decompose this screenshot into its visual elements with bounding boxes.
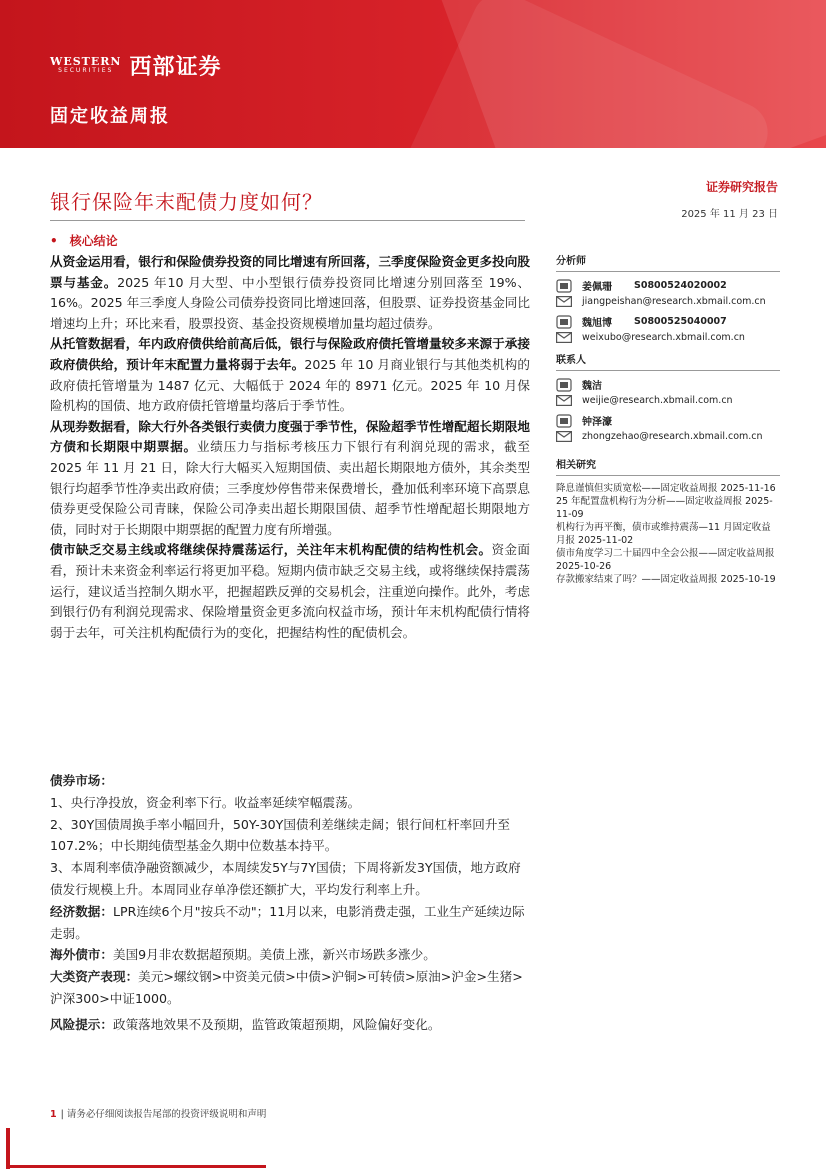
contact-email[interactable]: zhongzehao@research.xbmail.com.cn <box>582 431 763 442</box>
market-item: 2、30Y国债周换手率小幅回升，50Y-30Y国债利差继续走阔；银行间杠杆率回升至107.2%；中长期纯债型基金久期中位数基本持平。 <box>50 816 511 854</box>
footer-accent-bar <box>6 1128 10 1169</box>
contact-entry <box>556 377 780 392</box>
report-tag: 证券研究报告 <box>705 180 778 194</box>
paragraph-text: 资金面看，预计未来资金利率运行将更加平稳。短期内债市缺乏交易主线，或将继续保持震荡运行，建议适当控制久期水平，把握超跌反弹的交易机会，注重逆向操作。此外，考虑到银行仍有利润兑现需求、保险增量资金更多流向权益市场，预计年末机构配债行情将弱于去年，可关注机构配债行为的变化，把握结构性的配债机会。 <box>50 542 531 640</box>
related-link[interactable]: 机构行为再平衡，债市或维持震荡—11 月固定收益月报 2025-11-02 <box>556 522 771 546</box>
paragraph-lead: 从资金运用看，银行和保险债券投资的同比增速有所回落，三季度保险资金更多投向股票与基金。 <box>50 254 530 290</box>
core-heading-text: 核心结论 <box>69 234 118 248</box>
paragraph-lead: 债市缺乏交易主线或将继续保持震荡运行，关注年末机构配债的结构性机会。 <box>50 542 492 558</box>
econ-text: LPR连续6个月"按兵不动"；11月以来，电影消费走强，工业生产延续边际走弱。 <box>50 903 525 941</box>
risk-heading: 风险提示： <box>50 1016 113 1032</box>
analyst-entry <box>556 314 780 329</box>
footer-separator: | <box>60 1109 67 1120</box>
paragraph-text: 2025 年10 月大型、中小型银行债券投资同比增速分别回落至 19%、16%。2025 年三季度人身险公司债券投资同比增速回落，但股票、证券投资基金同比增速均上升；环比来看，股票投资、基金投资规模增加量均超过债券。 <box>50 274 531 331</box>
paragraph <box>50 417 530 541</box>
contact-email[interactable]: weijie@research.xbmail.com.cn <box>582 395 733 406</box>
analyst-email-row <box>556 296 780 307</box>
title-divider <box>50 220 525 221</box>
phone-icon <box>556 414 572 428</box>
asset-performance <box>50 966 530 1010</box>
page-footer <box>50 1106 266 1120</box>
page-number: 1 <box>50 1109 57 1120</box>
contact-title: 联系人 <box>556 351 780 371</box>
overseas-text: 美国9月非农数据超预期。美债上涨，新兴市场跌多涨少。 <box>112 947 436 963</box>
related-title: 相关研究 <box>556 456 780 476</box>
logo-chinese: 西部证券 <box>129 55 222 80</box>
company-logo <box>50 50 221 81</box>
assets-heading: 大类资产表现： <box>50 969 139 985</box>
analyst-id: S0800525040007 <box>634 316 727 327</box>
market-item: 3、本周利率债净融资额减少，本周续发5Y与7Y国债；下周将新发3Y国债，地方政府债发行规模上升。本周同业存单净偿还额扩大，平均发行利率上升。 <box>50 860 521 897</box>
mail-icon <box>556 296 572 307</box>
risk-warning <box>50 1014 530 1036</box>
header-banner <box>0 0 826 148</box>
logo-english: WESTERN <box>50 55 122 68</box>
report-date: 2025 年 11 月 23 日 <box>681 209 778 220</box>
market-item: 1、央行净投放，资金利率下行。收益率延续窄幅震荡。 <box>50 794 361 810</box>
core-conclusion-body <box>50 252 530 643</box>
logo-subtitle: SECURITIES <box>58 67 114 74</box>
contact-entry <box>556 413 780 428</box>
bullet-icon: • <box>50 234 58 248</box>
sidebar <box>556 252 780 586</box>
analyst-id: S0800524020002 <box>634 280 727 291</box>
disclaimer-text: 请务必仔细阅读报告尾部的投资评级说明和声明 <box>66 1109 267 1120</box>
contact-email-row <box>556 431 780 442</box>
assets-text: 美元>螺纹钢>中资美元债>中债>沪铜>可转债>原油>沪金>生猪>沪深300>中证1000。 <box>50 969 523 1006</box>
phone-icon <box>556 279 572 293</box>
analyst-email[interactable]: weixubo@research.xbmail.com.cn <box>582 332 745 343</box>
contact-email-row <box>556 395 780 406</box>
econ-heading: 经济数据： <box>50 903 113 919</box>
footer-accent-line <box>6 1165 266 1168</box>
core-conclusion-heading <box>50 232 118 249</box>
analyst-name: 魏旭博 <box>582 318 612 329</box>
bond-market-heading: 债券市场： <box>50 773 113 788</box>
paragraph <box>50 540 530 643</box>
analyst-title: 分析师 <box>556 252 780 272</box>
paragraph-lead: 从现券数据看，除大行外各类银行卖债力度强于季节性，保险超季节性增配超长期限地方债和长期限中期票据。 <box>50 418 530 455</box>
related-link[interactable]: 存款搬家结束了吗？——固定收益周报 2025-10-19 <box>556 574 776 585</box>
paragraph <box>50 252 530 334</box>
contact-name: 魏洁 <box>582 381 602 392</box>
related-link[interactable]: 降息谨慎但实质宽松——固定收益周报 2025-11-16 <box>556 483 776 494</box>
phone-icon <box>556 315 572 329</box>
paragraph-text: 业绩压力与指标考核压力下银行有利润兑现的需求，截至 2025 年 11 月 21 日，除大行大幅买入短期国债、卖出超长期限地方债外，其余类型银行均超季节性净卖出政府债；三季度炒停售带来保费增长，叠加低利率环境下高票息债券更受保险公司青睐，保险公司净卖出超长期限国债、超季节性增配超长期限地方债，同时对于长期限中期票据的配置力度有所增强。 <box>50 439 531 537</box>
mail-icon <box>556 395 572 406</box>
analyst-entry <box>556 278 780 293</box>
analyst-name: 姜佩珊 <box>582 282 612 293</box>
report-title: 银行保险年末配债力度如何？ <box>50 190 323 214</box>
related-link[interactable]: 债市角度学习二十届四中全会公报——固定收益周报 2025-10-26 <box>556 548 775 572</box>
logo-mark <box>50 56 121 75</box>
analyst-email-row <box>556 332 780 343</box>
phone-icon <box>556 378 572 392</box>
econ-data <box>50 901 530 945</box>
analyst-email[interactable]: jiangpeishan@research.xbmail.com.cn <box>582 296 766 307</box>
overseas-bonds <box>50 944 530 966</box>
paragraph-lead: 从托管数据看，年内政府债供给前高后低，银行与保险政府债托管增量较多来源于承接政府债供给，预计年末配置力量将弱于去年。 <box>50 336 530 372</box>
related-research <box>556 456 780 586</box>
report-type: 固定收益周报 <box>50 106 170 127</box>
mail-icon <box>556 431 572 442</box>
paragraph <box>50 334 530 416</box>
overseas-heading: 海外债市： <box>50 947 113 963</box>
related-link[interactable]: 25 年配置盘机构行为分析——固定收益周报 2025-11-09 <box>556 496 773 520</box>
risk-text: 政策落地效果不及预期，监管政策超预期，风险偏好变化。 <box>112 1016 441 1032</box>
mail-icon <box>556 332 572 343</box>
contact-name: 钟泽濠 <box>582 417 612 428</box>
paragraph-text: 2025 年 10 月商业银行与其他类机构的政府债托管增量为 1487 亿元、大幅低于 2024 年的 8971 亿元。2025 年 10 月保险机构的国债、地方政府债托管增量均落后于季节性。 <box>50 356 530 414</box>
bond-market-section <box>50 770 530 1036</box>
